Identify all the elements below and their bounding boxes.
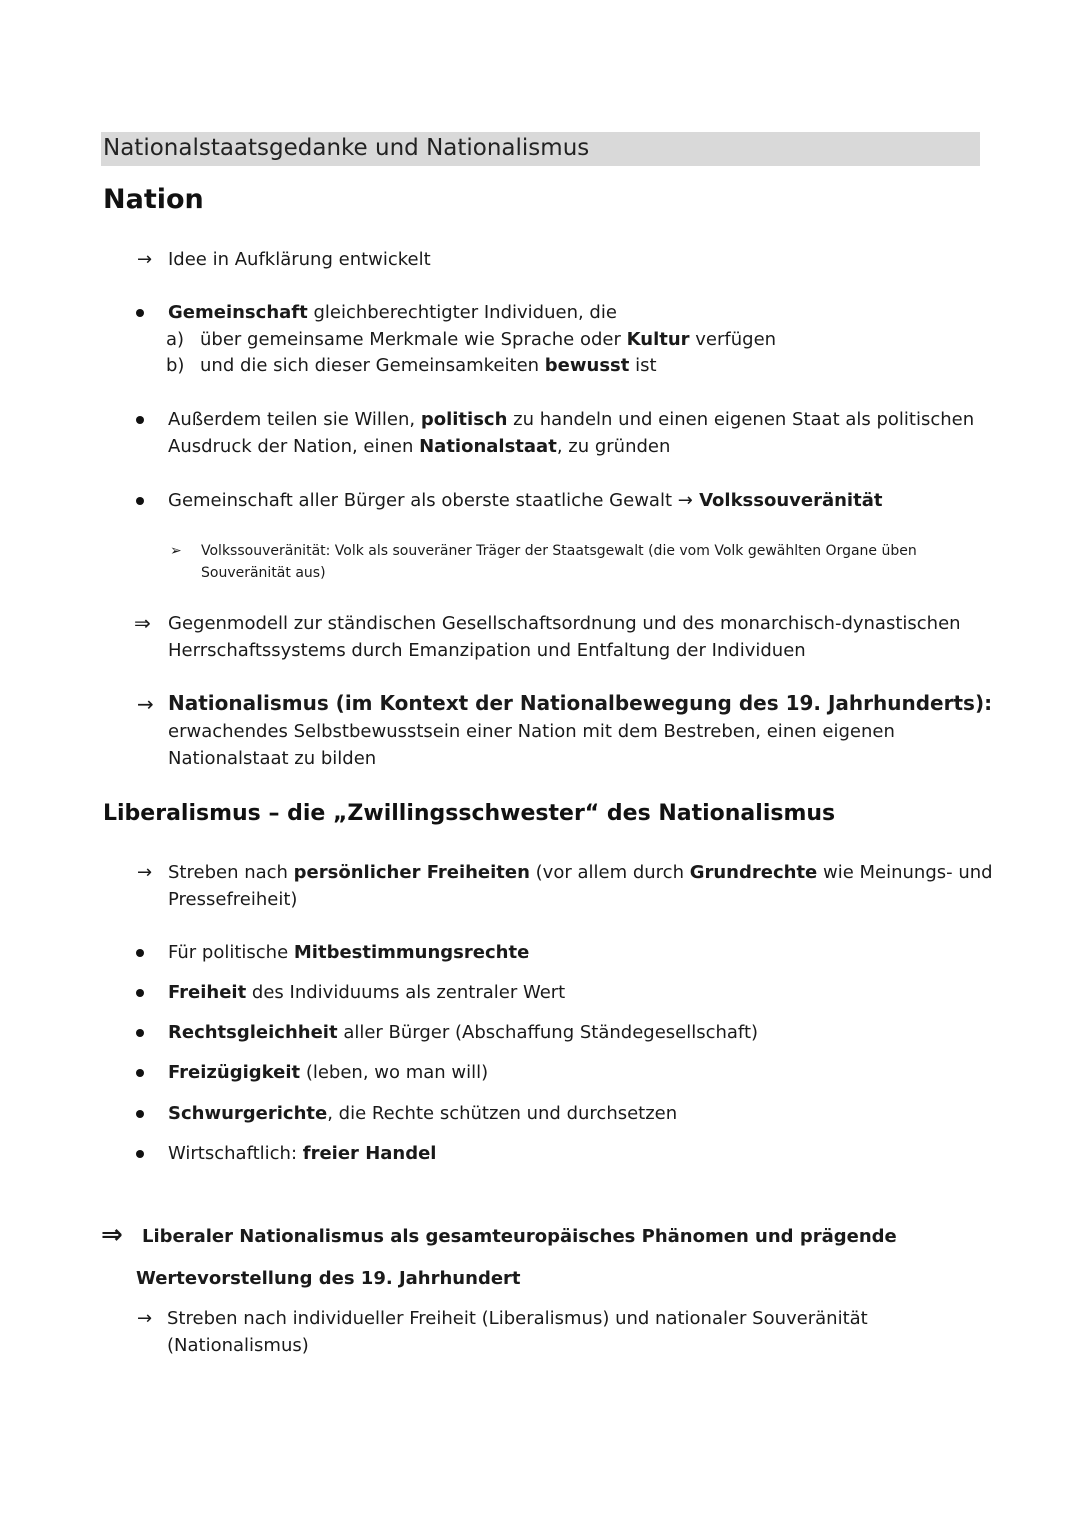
conclusion-line2: Wertevorstellung des 19. Jahrhundert: [136, 1268, 521, 1289]
list-item: Schwurgerichte, die Rechte schützen und durchsetzen: [168, 1103, 678, 1124]
bullet-icon: [136, 1069, 144, 1077]
bullet-icon: [136, 309, 144, 317]
bullet-icon: [136, 989, 144, 997]
arrow-icon: →: [137, 862, 153, 883]
sub-item-a: über gemeinsame Merkmale wie Sprache oder Kultur verfügen: [200, 329, 777, 350]
conclusion-line1: Liberaler Nationalismus als gesamteuropäisches Phänomen und prägende: [142, 1226, 897, 1247]
arrow-icon: →: [677, 490, 693, 511]
bullet-icon: [136, 416, 144, 424]
conclusion-arrow-line1: Streben nach individueller Freiheit (Liberalismus) und nationaler Souveränität: [167, 1308, 868, 1329]
title-banner: [101, 132, 980, 166]
nationalismus-line2: Nationalstaat zu bilden: [168, 748, 377, 769]
bullet-politisch-line1: Außerdem teilen sie Willen, politisch zu handeln und einen eigenen Staat als politischen: [168, 409, 975, 430]
arrowhead-bullet-icon: ➢: [170, 543, 182, 559]
liberalismus-intro-line1: Streben nach persönlicher Freiheiten (vor allem durch Grundrechte wie Meinungs- und: [168, 862, 993, 883]
sub-label-a: a): [166, 329, 185, 350]
arrow-icon: →: [137, 249, 153, 270]
arrow-icon: →: [137, 1308, 153, 1329]
subnote-line2: Souveränität aus): [201, 565, 326, 581]
liberalismus-intro-line2: Pressefreiheit): [168, 889, 298, 910]
sub-label-b: b): [166, 355, 185, 376]
arrow-icon: →: [137, 692, 154, 716]
page-title: Nationalstaatsgedanke und Nationalismus: [103, 135, 590, 161]
bullet-politisch-line2: Ausdruck der Nation, einen Nationalstaat, zu gründen: [168, 436, 671, 457]
implication-line1: Gegenmodell zur ständischen Gesellschaftsordnung und des monarchisch-dynastischen: [168, 613, 961, 634]
list-item: Für politische Mitbestimmungsrechte: [168, 942, 530, 963]
nationalismus-line1: erwachendes Selbstbewusstsein einer Nation mit dem Bestreben, einen eigenen: [168, 721, 895, 742]
list-item: Freiheit des Individuums als zentraler Wert: [168, 982, 566, 1003]
bullet-icon: [136, 1110, 144, 1118]
double-arrow-icon: ⇒: [101, 1220, 123, 1250]
bullet-gemeinschaft: Gemeinschaft gleichberechtigter Individuen, die: [168, 302, 617, 323]
nationalismus-title: Nationalismus (im Kontext der Nationalbewegung des 19. Jahrhunderts):: [168, 691, 993, 715]
implication-line2: Herrschaftssystems durch Emanzipation und Entfaltung der Individuen: [168, 640, 806, 661]
bullet-volkssouveraenitaet: Gemeinschaft aller Bürger als oberste staatliche Gewalt → Volkssouveränität: [168, 490, 883, 511]
intro-line: Idee in Aufklärung entwickelt: [168, 249, 431, 270]
list-item: Rechtsgleichheit aller Bürger (Abschaffung Ständegesellschaft): [168, 1022, 759, 1043]
heading-nation: Nation: [103, 184, 204, 215]
list-item: Freizügigkeit (leben, wo man will): [168, 1062, 489, 1083]
sub-item-b: und die sich dieser Gemeinsamkeiten bewusst ist: [200, 355, 657, 376]
bullet-icon: [136, 497, 144, 505]
bullet-icon: [136, 949, 144, 957]
list-item: Wirtschaftlich: freier Handel: [168, 1143, 437, 1164]
double-arrow-icon: ⇒: [134, 611, 151, 635]
heading-liberalismus: Liberalismus – die „Zwillingsschwester“ des Nationalismus: [103, 801, 836, 826]
bullet-icon: [136, 1029, 144, 1037]
subnote-line1: Volkssouveränität: Volk als souveräner Träger der Staatsgewalt (die vom Volk gewählten Organe üben: [201, 543, 917, 559]
conclusion-arrow-line2: (Nationalismus): [167, 1335, 309, 1356]
bullet-icon: [136, 1150, 144, 1158]
